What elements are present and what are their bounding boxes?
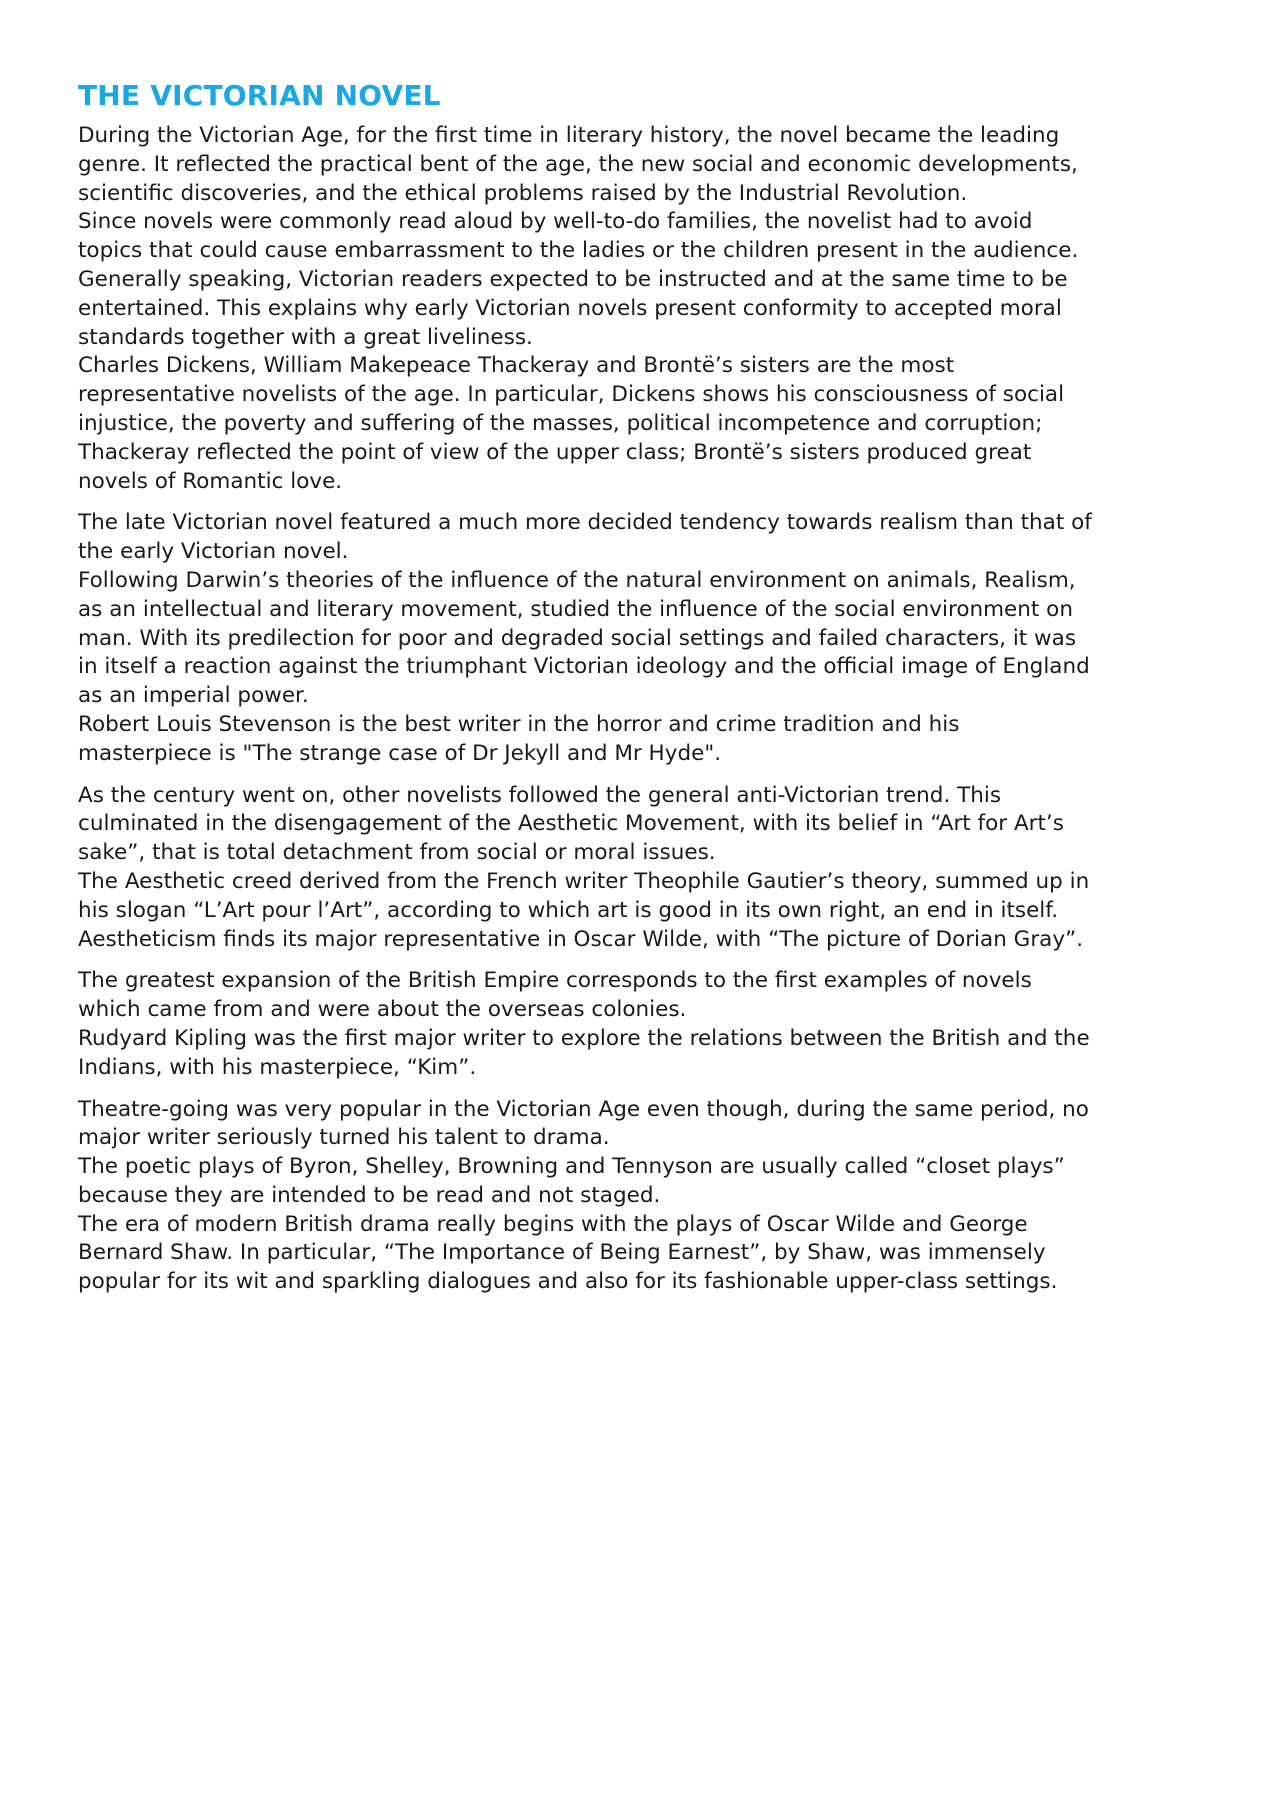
paragraph: [78, 509, 1228, 567]
paragraph: [78, 352, 1228, 496]
text-line: Since novels were commonly read aloud by well-to-do families, the novelist had to avoid: [78, 209, 1033, 235]
paragraph: [78, 1153, 1228, 1211]
paragraph: [78, 122, 1228, 208]
text-line: sake”, that is total detachment from social or moral issues.: [78, 840, 716, 866]
text-line: Following Darwin’s theories of the influence of the natural environment on animals, Realism,: [78, 567, 1076, 593]
text-line: Robert Louis Stevenson is the best writer in the horror and crime tradition and his: [78, 711, 960, 737]
paragraph: [78, 967, 1228, 1025]
paragraph: [78, 567, 1228, 711]
text-line: in itself a reaction against the triumphant Victorian ideology and the official image of England: [78, 654, 1090, 680]
text-line: Generally speaking, Victorian readers expected to be instructed and at the same time to be: [78, 266, 1068, 292]
text-line: The late Victorian novel featured a much more decided tendency towards realism than that of: [78, 510, 1092, 536]
text-section: [78, 509, 1228, 768]
text-line: as an imperial power.: [78, 683, 309, 709]
document-body: [78, 122, 1228, 1297]
paragraph: [78, 1096, 1228, 1154]
text-line: Charles Dickens, William Makepeace Thackeray and Brontë’s sisters are the most: [78, 353, 955, 379]
paragraph: [78, 782, 1228, 868]
text-line: genre. It reflected the practical bent of the age, the new social and economic developments,: [78, 151, 1078, 177]
text-line: topics that could cause embarrassment to the ladies or the children present in the audience.: [78, 238, 1079, 264]
paragraph: [78, 868, 1228, 954]
text-line: man. With its predilection for poor and degraded social settings and failed characters, it was: [78, 625, 1077, 651]
paragraph: [78, 208, 1228, 352]
paragraph: [78, 711, 1228, 769]
text-line: masterpiece is "The strange case of Dr Jekyll and Mr Hyde".: [78, 740, 722, 766]
text-line: culminated in the disengagement of the Aesthetic Movement, with its belief in “Art for Art’s: [78, 811, 1064, 837]
page-title: THE VICTORIAN NOVEL: [78, 79, 441, 112]
text-line: the early Victorian novel.: [78, 539, 349, 565]
text-line: Indians, with his masterpiece, “Kim”.: [78, 1054, 477, 1080]
paragraph: [78, 1211, 1228, 1297]
text-section: [78, 782, 1228, 955]
text-line: novels of Romantic love.: [78, 468, 343, 494]
text-line: Rudyard Kipling was the first major writer to explore the relations between the British and the: [78, 1025, 1090, 1051]
text-section: [78, 122, 1228, 496]
document-page: [78, 76, 1228, 1310]
text-line: injustice, the poverty and suffering of the masses, political incompetence and corruption;: [78, 410, 1043, 436]
text-line: Thackeray reflected the point of view of the upper class; Brontë’s sisters produced great: [78, 439, 1032, 465]
text-line: standards together with a great liveliness.: [78, 324, 533, 350]
text-line: The greatest expansion of the British Empire corresponds to the first examples of novels: [78, 968, 1032, 994]
text-line: which came from and were about the overseas colonies.: [78, 997, 687, 1023]
text-section: [78, 1096, 1228, 1298]
text-line: as an intellectual and literary movement, studied the influence of the social environment on: [78, 596, 1073, 622]
text-line: As the century went on, other novelists followed the general anti-Victorian trend. This: [78, 782, 1002, 808]
text-line: Aestheticism finds its major representative in Oscar Wilde, with “The picture of Dorian Gray”.: [78, 926, 1084, 952]
paragraph: [78, 1025, 1228, 1083]
text-line: During the Victorian Age, for the first time in literary history, the novel became the leading: [78, 123, 1060, 148]
text-line: Bernard Shaw. In particular, “The Importance of Being Earnest”, by Shaw, was immensely: [78, 1240, 1046, 1266]
text-line: The Aesthetic creed derived from the French writer Theophile Gautier’s theory, summed up in: [78, 868, 1090, 894]
text-line: major writer seriously turned his talent to drama.: [78, 1125, 610, 1151]
text-line: popular for its wit and sparkling dialogues and also for its fashionable upper-class settings.: [78, 1269, 1058, 1295]
text-line: representative novelists of the age. In particular, Dickens shows his consciousness of social: [78, 382, 1065, 408]
text-line: entertained. This explains why early Victorian novels present conformity to accepted moral: [78, 295, 1062, 321]
text-line: The era of modern British drama really begins with the plays of Oscar Wilde and George: [78, 1211, 1028, 1237]
text-section: [78, 967, 1228, 1082]
text-line: Theatre-going was very popular in the Victorian Age even though, during the same period, no: [78, 1096, 1089, 1122]
text-line: because they are intended to be read and not staged.: [78, 1182, 661, 1208]
text-line: The poetic plays of Byron, Shelley, Browning and Tennyson are usually called “closet plays”: [78, 1154, 1065, 1180]
text-line: scientific discoveries, and the ethical problems raised by the Industrial Revolution.: [78, 180, 968, 206]
text-line: his slogan “L’Art pour l’Art”, according to which art is good in its own right, an end in itself.: [78, 897, 1059, 923]
